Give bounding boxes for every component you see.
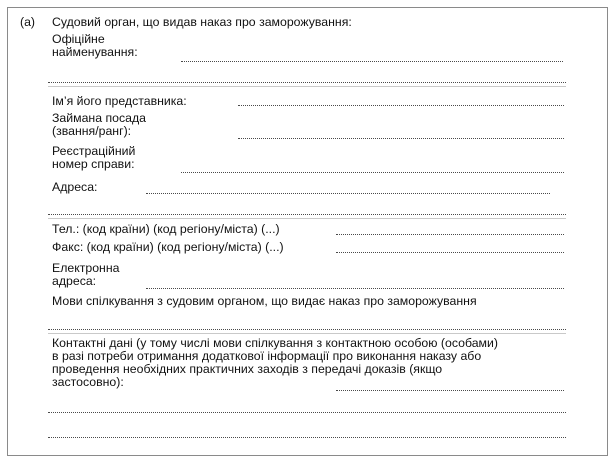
position-label-line1: Займана посада [52,111,146,125]
form-section-a [7,7,608,456]
section-marker: (a) [20,15,36,29]
official-name-label-line1: Офіційне [52,32,105,46]
contact-details-label-line1: Контактні дані (у тому числі мови спілкування з контактною особою (особами) [52,336,498,350]
representative-field-line[interactable] [238,105,564,106]
case-number-label-line1: Реєстраційний [52,144,136,158]
case-number-label-line2: номер справи: [52,157,135,171]
address-continuation-line[interactable] [48,214,566,215]
divider [48,86,566,87]
official-name-label-line2: найменування: [52,45,138,59]
contact-details-continuation-line-2[interactable] [48,437,566,438]
languages-label: Мови спілкування з судовим органом, що видає наказ про заморожування [52,294,477,308]
tel-field-line[interactable] [336,234,564,235]
email-field-line[interactable] [146,288,564,289]
languages-field-line[interactable] [48,329,566,330]
official-name-field-line[interactable] [181,61,563,62]
section-title: Судовий орган, що видав наказ про заморожування: [52,15,352,29]
divider [48,218,566,219]
address-label: Адреса: [52,180,98,194]
contact-details-continuation-line-1[interactable] [48,412,566,413]
position-field-line[interactable] [238,138,564,139]
contact-details-label-line4: застосовно): [52,375,124,389]
fax-label: Факс: (код країни) (код регіону/міста) (...) [52,240,284,254]
divider [48,333,566,334]
email-label-line1: Електронна [52,261,120,275]
contact-details-label-line3: проведення необхідних практичних заходів з передачі доказів (якщо [52,362,443,376]
official-name-continuation-line[interactable] [48,82,566,83]
representative-label: Ім’я його представника: [52,94,187,108]
contact-details-label-line2: в разі потреби отримання додаткової інформації про виконання наказу або [52,349,482,363]
address-field-line[interactable] [146,193,550,194]
tel-label: Тел.: (код країни) (код регіону/міста) (...) [52,222,280,236]
position-label-line2: (звання/ранг): [52,124,132,138]
case-number-field-line[interactable] [181,172,564,173]
email-label-line2: адреса: [52,274,97,288]
contact-details-field-line[interactable] [336,390,564,391]
fax-field-line[interactable] [336,252,564,253]
